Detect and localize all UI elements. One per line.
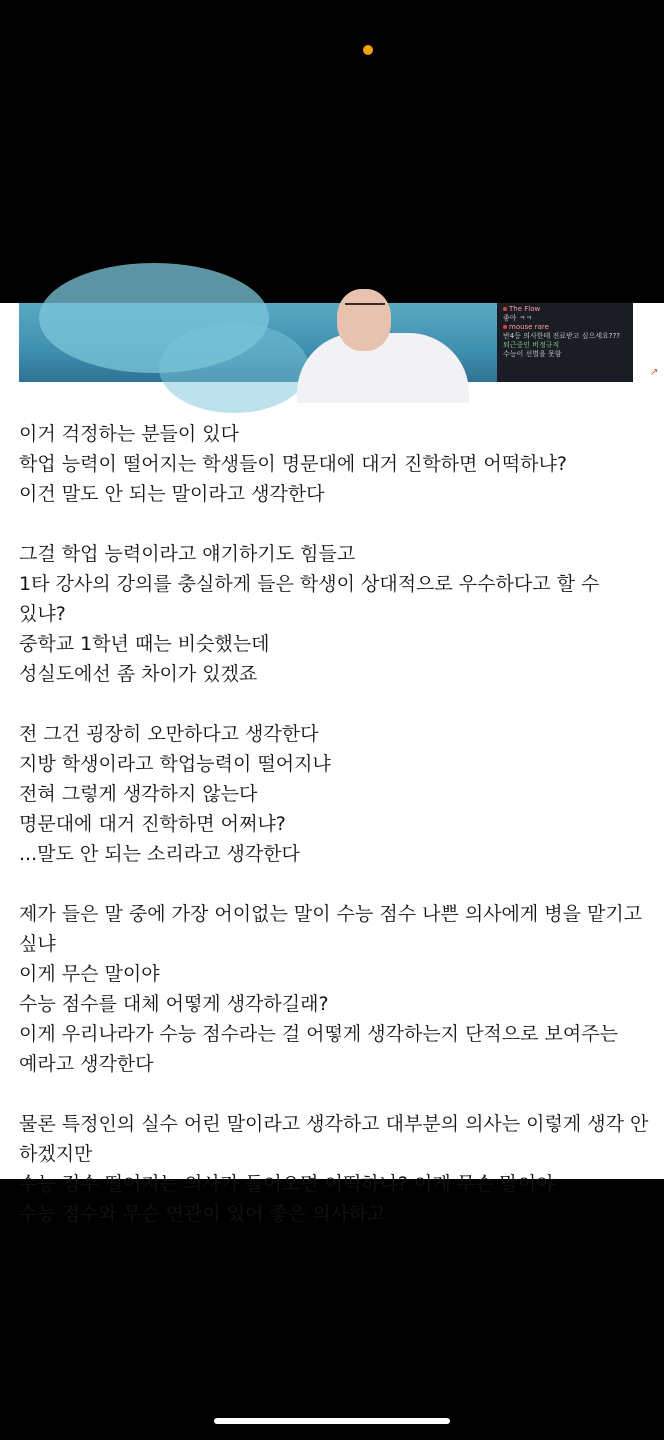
text-line: 수능 점수를 대체 어떻게 생각하길래? [19, 993, 329, 1015]
home-indicator-bar[interactable] [214, 1418, 450, 1424]
text-line: 1타 강사의 강의를 충실하게 들은 학생이 상대적으로 우수하다고 할 수 있냐? [19, 573, 600, 625]
paragraph-1 [19, 419, 649, 509]
chat-message: The Flow [503, 305, 633, 314]
chat-user-badge-icon [503, 325, 507, 329]
live-chat-panel [497, 303, 633, 382]
article-body [19, 419, 649, 1259]
text-line: 이건 말도 안 되는 말이라고 생각한다 [19, 483, 325, 505]
streamer-glasses [345, 303, 385, 313]
video-thumbnail[interactable] [19, 303, 633, 382]
text-line: 성실도에선 좀 차이가 있겠죠 [19, 663, 258, 685]
text-line: 명문대에 대거 진학하면 어쩌냐? [19, 813, 286, 835]
chat-message: 반4등 의사한테 진료받고 싶으세요??? [503, 332, 620, 340]
chat-message: 퇴근중인 버정규직 [503, 341, 560, 349]
text-line: 전혀 그렇게 생각하지 않는다 [19, 783, 258, 805]
streamer-head [337, 289, 391, 351]
text-line: 수능 점수와 무슨 연관이 있어 좋은 의사하고 [19, 1203, 386, 1225]
chat-message: 수능이 선별을 못함 [503, 350, 562, 358]
text-line: 학업 능력이 떨어지는 학생들이 명문대에 대거 진학하면 어떡하냐? [19, 453, 567, 475]
paragraph-2 [19, 539, 649, 689]
text-line: 이게 무슨 말이야 [19, 963, 160, 985]
text-line: 그걸 학업 능력이라고 얘기하기도 힘들고 [19, 543, 356, 565]
text-line: 물론 특정인의 실수 어린 말이라고 생각하고 대부분의 의사는 이렇게 생각 안 하겠지만 [19, 1113, 649, 1165]
cartoon-background-shape-2 [159, 323, 309, 413]
paragraph-4 [19, 899, 649, 1079]
text-line: 제가 들은 말 중에 가장 어이없는 말이 수능 점수 나쁜 의사에게 병을 맡기고 싶냐 [19, 903, 643, 955]
chat-message: 좋아 ㅋㅋ [503, 314, 533, 322]
text-line: 전 그건 굉장히 오만하다고 생각한다 [19, 723, 319, 745]
text-line: 이거 걱정하는 분들이 있다 [19, 423, 240, 445]
paragraph-5 [19, 1109, 649, 1229]
paragraph-3 [19, 719, 649, 869]
text-line: ...말도 안 되는 소리라고 생각한다 [19, 843, 300, 865]
text-line: 이게 우리나라가 수능 점수라는 걸 어떻게 생각하는지 단적으로 보여주는 예라고 생각한다 [19, 1023, 618, 1075]
text-line: 수능 점수 떨어지는 의사가 들어오면 어떡하냐? 이게 무슨 말이야 [19, 1173, 555, 1195]
chat-message: mouse rare [503, 323, 633, 332]
post-content [0, 303, 664, 1225]
text-line: 지방 학생이라고 학업능력이 떨어지냐 [19, 753, 331, 775]
text-line: 중학교 1학년 때는 비슷했는데 [19, 633, 270, 655]
chat-emote-icon: ↗ [650, 367, 659, 378]
recording-indicator-dot [363, 45, 373, 55]
chat-user-badge-icon [503, 307, 507, 311]
